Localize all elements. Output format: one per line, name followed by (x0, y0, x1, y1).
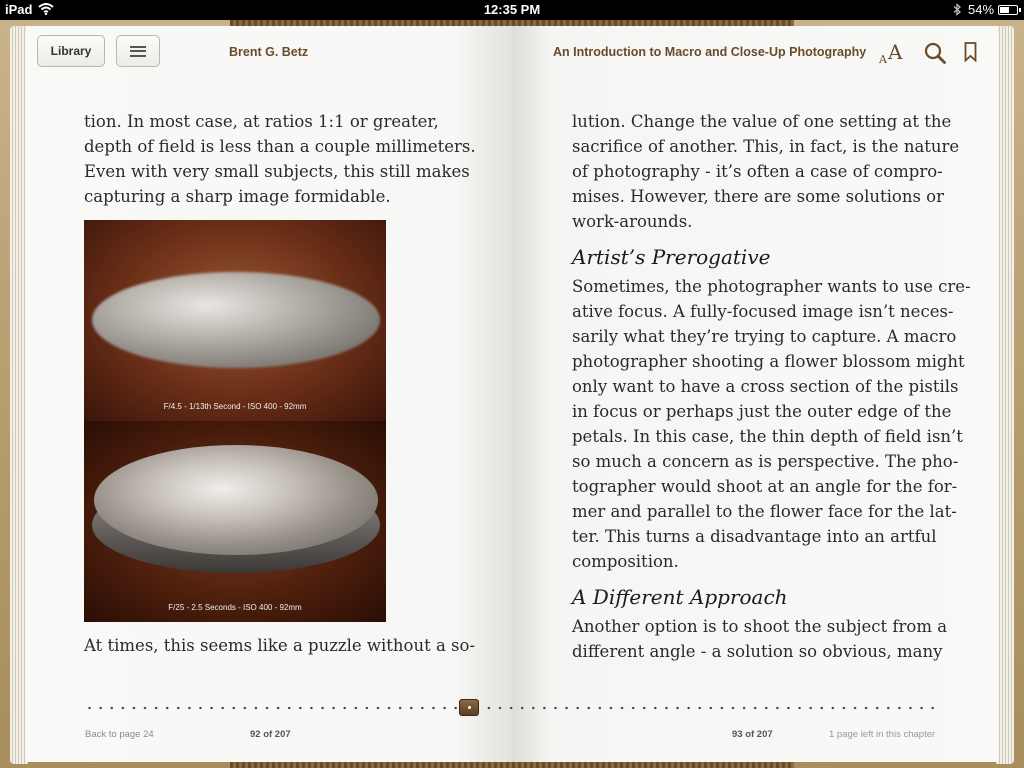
bookmark-icon[interactable] (964, 42, 977, 62)
page-scrubber[interactable] (84, 706, 942, 710)
section-heading-artists-prerogative: Artist’s Prerogative (572, 245, 771, 269)
section-heading-a-different-approach: A Different Approach (572, 585, 788, 609)
library-button[interactable]: Library (37, 35, 105, 67)
right-paragraph-3: Another option is to shoot the subject from a different angle - a solution so obvious, many (572, 617, 948, 661)
author-name: Brent G. Betz (229, 45, 309, 59)
right-page-number: 93 of 207 (732, 729, 773, 740)
photo-caption-top: F/4.5 - 1/13th Second - ISO 400 - 92mm (163, 402, 307, 411)
left-page[interactable] (26, 26, 512, 762)
status-bar (0, 0, 1024, 20)
page-scrubber-thumb[interactable] (459, 699, 479, 716)
table-of-contents-button[interactable] (116, 35, 160, 67)
back-to-page-link[interactable]: Back to page 24 (85, 729, 154, 740)
left-paragraph-1: tion. In most case, at ratios 1:1 or greater, depth of field is less than a couple millimeters. Even with very small subjects, this still makes capturing a sharp image formidable. (84, 112, 476, 206)
book-title: An Introduction to Macro and Close-Up Photography (553, 45, 867, 59)
device-name: iPad (5, 2, 33, 17)
photo-panel-top (84, 220, 386, 421)
status-time: 12:35 PM (483, 2, 541, 17)
photo-panel-bottom (84, 421, 386, 622)
battery-icon (998, 5, 1018, 15)
photo-caption-bottom: F/25 - 2.5 Seconds - ISO 400 - 92mm (168, 603, 302, 612)
right-page[interactable] (512, 26, 998, 762)
right-page-text (572, 109, 971, 664)
chapter-pages-remaining: 1 page left in this chapter (829, 729, 936, 740)
battery-percent: 54% (968, 2, 995, 17)
coin-photo[interactable] (84, 220, 386, 622)
font-size-big-glyph: A (888, 40, 903, 64)
search-icon[interactable] (924, 42, 946, 64)
left-page-number: 92 of 207 (250, 729, 291, 740)
page-stack-right (996, 26, 1014, 764)
table-of-contents-icon (130, 46, 146, 57)
left-paragraph-2: At times, this seems like a puzzle without a so- (84, 636, 476, 655)
right-paragraph-1: lution. Change the value of one setting at the sacrifice of another. This, in fact, is the nature of photography - it’s often a case of compro- mises. However, there are some solutions or work-arounds. (572, 112, 960, 231)
bluetooth-icon (952, 3, 962, 16)
font-size-small-glyph: A (879, 53, 887, 66)
right-paragraph-2: Sometimes, the photographer wants to use cre- ative focus. A fully-focused image isn’t neces- sarily what they’re trying to capture. A macro photographer shooting a flower blossom might only want to have a cross section of the pistils in focus or perhaps just the outer edge of the petals. In this case, the thin depth of field isn’t so much a concern as is perspective. The pho- tographer would shoot at an angle for the for- mer and parallel to the flower face for the lat- ter. This turns a disadvantage into an artful composition. (572, 277, 971, 571)
